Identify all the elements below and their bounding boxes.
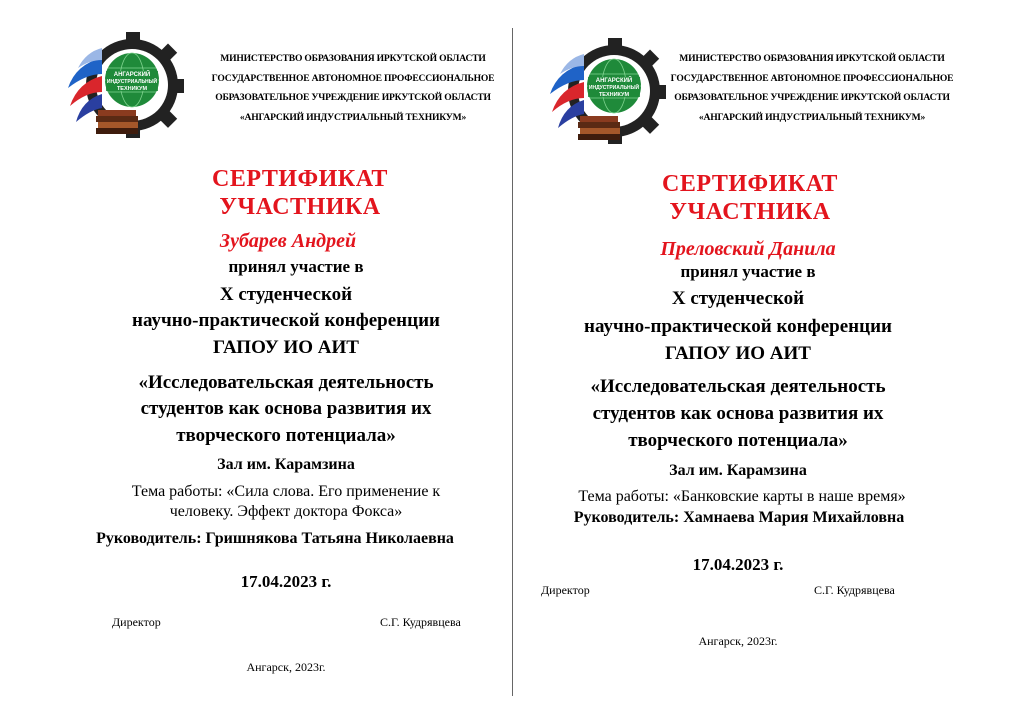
title-line-2: УЧАСТНИКА: [219, 194, 381, 220]
theme-line-1: «Исследовательская деятельность: [590, 376, 886, 397]
topic-line-2: человеку. Эффект доктора Фокса»: [169, 503, 403, 520]
organization: ГАПОУ ИО АИТ: [213, 337, 359, 358]
city-year: Ангарск, 2023г.: [698, 634, 778, 648]
header-line: ГОСУДАРСТВЕННОЕ АВТОНОМНОЕ ПРОФЕССИОНАЛЬНОЕ: [211, 72, 495, 84]
topic-line-1: Тема работы: «Сила слова. Его применение к: [131, 483, 441, 500]
supervisor: Руководитель: Гришнякова Татьяна Николаевна: [96, 530, 454, 547]
theme-line-2: студентов как основа развития их: [592, 403, 884, 424]
theme-line-3: творческого потенциала»: [176, 425, 396, 446]
supervisor: Руководитель: Хамнаева Мария Михайловна: [573, 509, 905, 526]
header-line: ГОСУДАРСТВЕННОЕ АВТОНОМНОЕ ПРОФЕССИОНАЛЬНОЕ: [670, 72, 954, 84]
ministry-header: [664, 49, 960, 127]
logo-text-3: ТЕХНИКУМ: [116, 86, 148, 92]
header-line: «АНГАРСКИЙ ИНДУСТРИАЛЬНЫЙ ТЕХНИКУМ»: [698, 111, 926, 123]
hall-name: Зал им. Карамзина: [217, 456, 355, 473]
header-line: ОБРАЗОВАТЕЛЬНОЕ УЧРЕЖДЕНИЕ ИРКУТСКОЙ ОБЛАСТИ: [674, 92, 950, 103]
city-year: Ангарск, 2023г.: [246, 660, 326, 674]
participant-name: Преловский Данила: [660, 238, 836, 260]
technikum-logo: [544, 36, 670, 146]
conference-line-2: научно-практической конференции: [132, 310, 440, 331]
conference-line-1: X студенческой: [219, 284, 353, 305]
title-line-1: СЕРТИФИКАТ: [662, 171, 838, 197]
books-icon: [578, 116, 620, 140]
work-topic: [66, 482, 506, 522]
books-icon: [96, 110, 138, 134]
topic-line-1: Тема работы: «Банковские карты в наше время»: [578, 488, 906, 505]
technikum-logo: [62, 30, 188, 140]
conference-line-2: научно-практической конференции: [584, 316, 892, 337]
director-name: С.Г. Кудрявцева: [814, 583, 895, 597]
director-label: Директор: [541, 583, 590, 597]
participated-text: принял участие в: [680, 262, 816, 281]
certificate-date: 17.04.2023 г.: [240, 572, 332, 591]
title-line-2: УЧАСТНИКА: [669, 199, 831, 225]
page-divider: [512, 28, 513, 696]
ministry-header: [198, 49, 508, 127]
theme-line-2: студентов как основа развития их: [140, 398, 432, 419]
logo-text-2: ИНДУСТРИАЛЬНЫЙ: [588, 85, 640, 91]
header-line: ОБРАЗОВАТЕЛЬНОЕ УЧРЕЖДЕНИЕ ИРКУТСКОЙ ОБЛАСТИ: [215, 92, 491, 103]
theme-line-3: творческого потенциала»: [628, 430, 848, 451]
hall-name: Зал им. Карамзина: [669, 462, 807, 479]
logo-text-2: ИНДУСТРИАЛЬНЫЙ: [106, 79, 158, 85]
header-line: МИНИСТЕРСТВО ОБРАЗОВАНИЯ ИРКУТСКОЙ ОБЛАСТИ: [679, 53, 945, 64]
theme-line-1: «Исследовательская деятельность: [138, 372, 434, 393]
logo-text-1: АНГАРСКИЙ: [595, 78, 633, 84]
certificate-right: [514, 0, 1024, 724]
certificate-title: [150, 165, 450, 221]
participant-name: Зубарев Андрей: [219, 230, 357, 252]
header-line: МИНИСТЕРСТВО ОБРАЗОВАНИЯ ИРКУТСКОЙ ОБЛАСТИ: [220, 53, 486, 64]
title-line-1: СЕРТИФИКАТ: [212, 166, 388, 192]
director-name: С.Г. Кудрявцева: [380, 615, 461, 629]
conference-line-1: X студенческой: [671, 288, 805, 309]
certificate-title: [600, 170, 900, 226]
logo-text-3: ТЕХНИКУМ: [598, 92, 630, 98]
organization: ГАПОУ ИО АИТ: [665, 343, 811, 364]
participated-text: принял участие в: [228, 257, 364, 276]
logo-text-1: АНГАРСКИЙ: [113, 72, 151, 78]
work-topic: [522, 487, 962, 507]
header-line: «АНГАРСКИЙ ИНДУСТРИАЛЬНЫЙ ТЕХНИКУМ»: [239, 111, 467, 123]
director-label: Директор: [112, 615, 161, 629]
certificate-date: 17.04.2023 г.: [692, 555, 784, 574]
